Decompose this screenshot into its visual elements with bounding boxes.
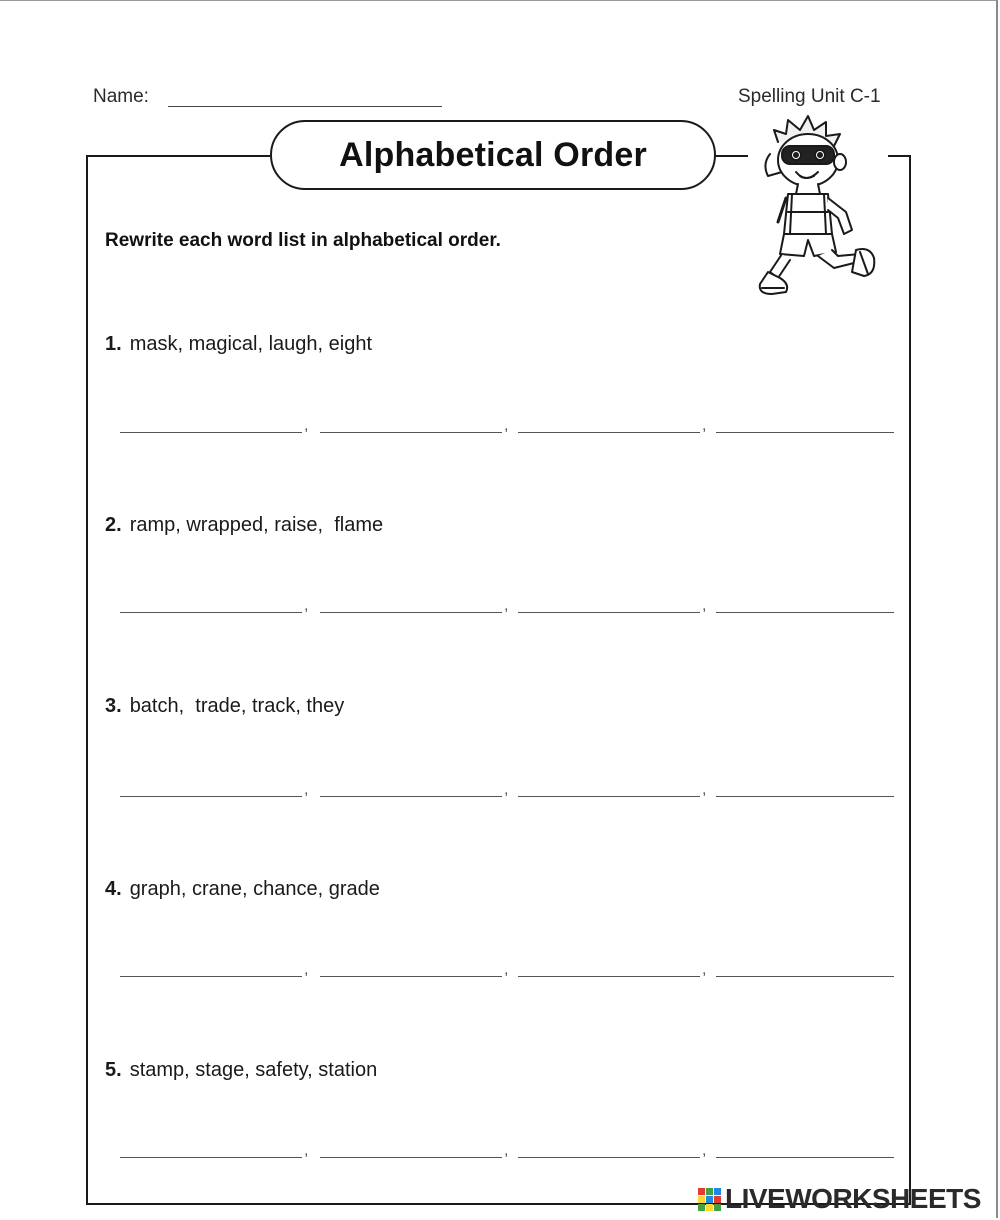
answer-blank[interactable] [518, 598, 700, 613]
page-title: Alphabetical Order [339, 135, 647, 174]
answer-blank[interactable] [320, 962, 502, 977]
comma-separator: , [702, 961, 707, 978]
answer-blank[interactable] [716, 418, 894, 433]
name-field-line[interactable] [168, 106, 442, 107]
answer-blank[interactable] [518, 962, 700, 977]
comma-separator: , [304, 961, 309, 978]
answer-blank[interactable] [120, 962, 302, 977]
worksheet-frame [86, 155, 911, 1205]
item-number: 1. [105, 333, 122, 355]
word-list-item [105, 1059, 377, 1082]
name-label: Name: [93, 86, 149, 107]
mascot-kid-with-goggles-icon [748, 112, 888, 307]
comma-separator: , [504, 961, 509, 978]
item-words: mask, magical, laugh, eight [129, 333, 373, 355]
answer-blank[interactable] [518, 1143, 700, 1158]
watermark-text: LIVEWORKSHEETS [725, 1183, 981, 1214]
item-number: 4. [105, 878, 122, 900]
comma-separator: , [504, 781, 509, 798]
comma-separator: , [304, 781, 309, 798]
answer-blank[interactable] [716, 1143, 894, 1158]
answer-row [120, 1143, 896, 1163]
answer-row [120, 962, 896, 982]
title-banner [270, 120, 716, 190]
item-number: 5. [105, 1059, 122, 1081]
comma-separator: , [504, 597, 509, 614]
answer-row [120, 782, 896, 802]
instructions: Rewrite each word list in alphabetical order. [105, 230, 501, 251]
comma-separator: , [304, 1142, 309, 1159]
answer-blank[interactable] [320, 1143, 502, 1158]
comma-separator: , [702, 781, 707, 798]
comma-separator: , [504, 1142, 509, 1159]
liveworksheets-watermark[interactable] [698, 1183, 981, 1215]
item-number: 3. [105, 695, 122, 717]
word-list-item [105, 333, 372, 356]
answer-blank[interactable] [320, 782, 502, 797]
comma-separator: , [504, 417, 509, 434]
answer-blank[interactable] [120, 782, 302, 797]
answer-row [120, 418, 896, 438]
unit-label: Spelling Unit C-1 [738, 86, 881, 107]
answer-blank[interactable] [320, 418, 502, 433]
answer-blank[interactable] [120, 418, 302, 433]
word-list-item [105, 695, 344, 718]
answer-blank[interactable] [320, 598, 502, 613]
answer-blank[interactable] [120, 1143, 302, 1158]
answer-blank[interactable] [716, 782, 894, 797]
word-list-item [105, 514, 383, 537]
item-number: 2. [105, 514, 122, 536]
answer-blank[interactable] [518, 782, 700, 797]
item-words: stamp, stage, safety, station [129, 1059, 378, 1081]
item-words: batch, trade, track, they [129, 695, 345, 717]
comma-separator: , [304, 597, 309, 614]
answer-blank[interactable] [518, 418, 700, 433]
item-words: ramp, wrapped, raise, flame [129, 514, 384, 536]
word-list-item [105, 878, 380, 901]
item-words: graph, crane, chance, grade [129, 878, 380, 900]
answer-row [120, 598, 896, 618]
comma-separator: , [702, 597, 707, 614]
comma-separator: , [702, 417, 707, 434]
answer-blank[interactable] [120, 598, 302, 613]
comma-separator: , [304, 417, 309, 434]
answer-blank[interactable] [716, 598, 894, 613]
answer-blank[interactable] [716, 962, 894, 977]
liveworksheets-logo-icon [698, 1186, 722, 1212]
comma-separator: , [702, 1142, 707, 1159]
